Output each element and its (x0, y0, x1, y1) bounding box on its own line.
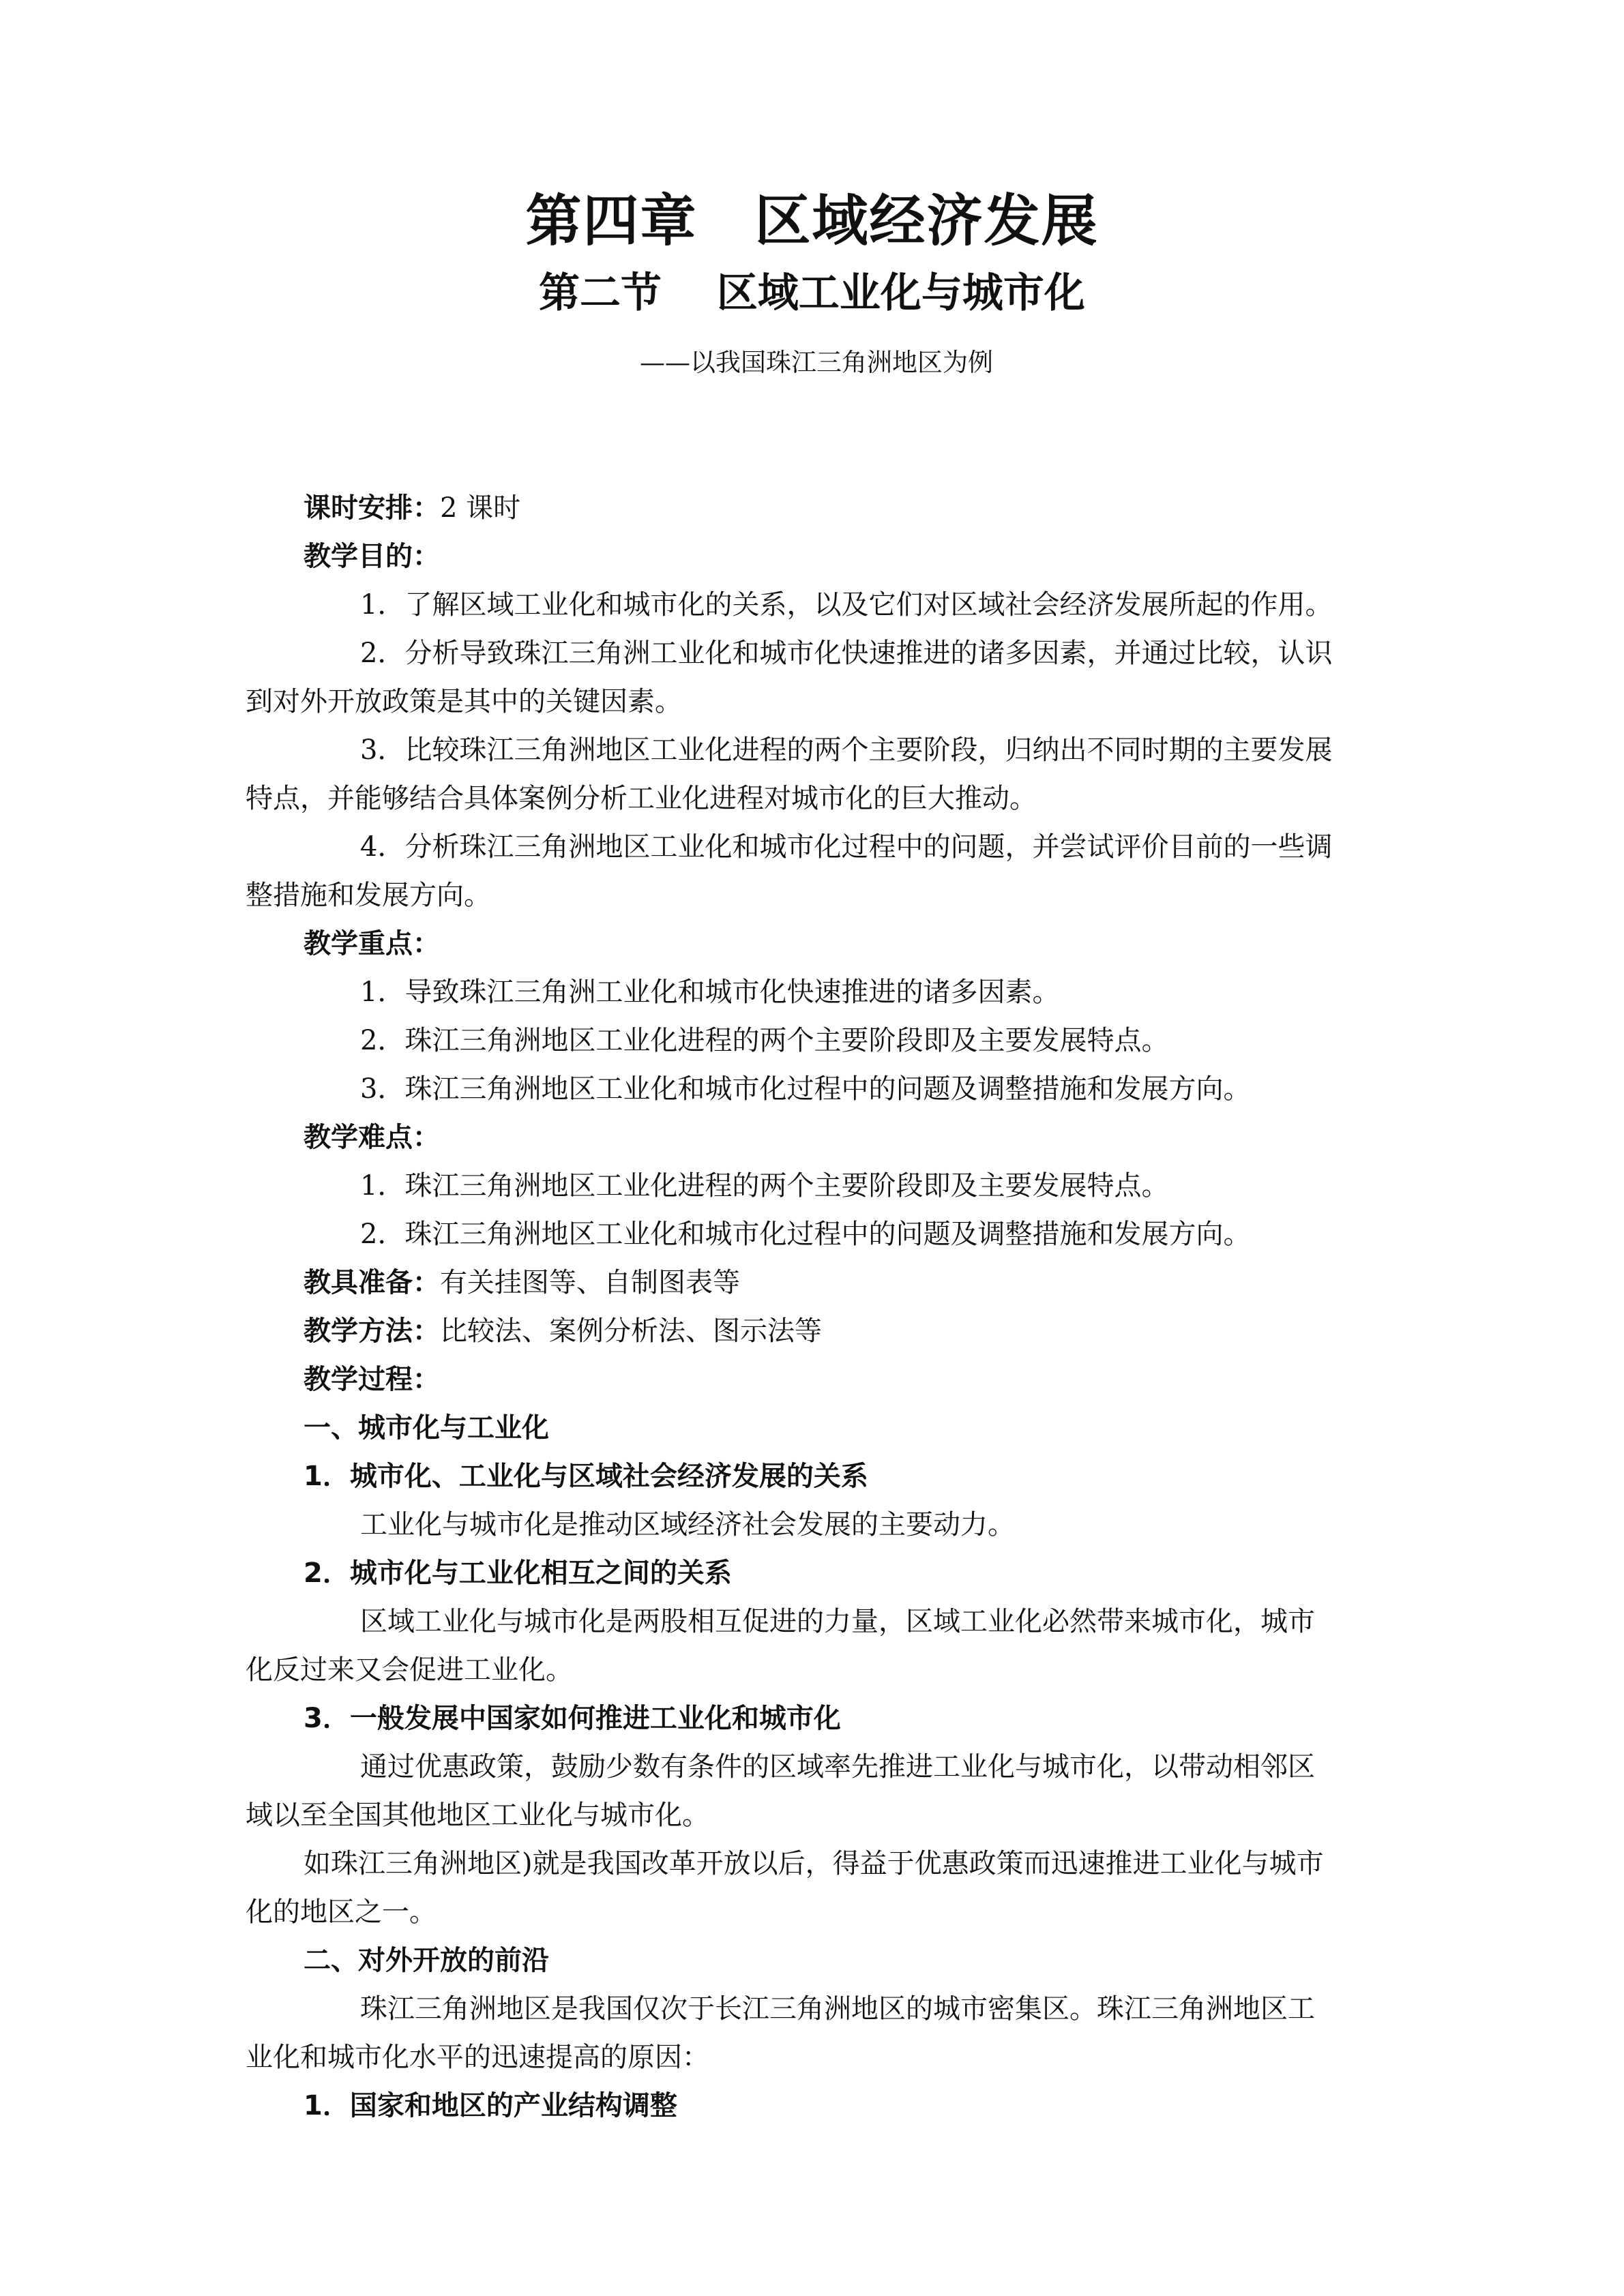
part1-paragraph-1: 工业化与城市化是推动区域经济社会发展的主要动力。 (360, 1509, 1015, 1540)
tools-line (246, 1259, 1378, 1307)
aim-item-1: 1．了解区域工业化和城市化的关系，以及它们对区域社会经济发展所起的作用。 (360, 589, 1333, 621)
part1-paragraph-2: 区域工业化与城市化是两股相互促进的力量，区域工业化必然带来城市化，城市 (360, 1606, 1315, 1637)
process-label: 教学过程： (304, 1364, 440, 1395)
schedule-line (246, 484, 1378, 533)
part1-paragraph-3-cont: 域以至全国其他地区工业化与城市化。 (246, 1800, 709, 1831)
document-body (246, 484, 1378, 2130)
methods-line (246, 1307, 1378, 1356)
key-point-1: 1．导致珠江三角洲工业化和城市化快速推进的诸多因素。 (360, 976, 1060, 1008)
key-point-2: 2．珠江三角洲地区工业化进程的两个主要阶段即及主要发展特点。 (360, 1025, 1169, 1056)
subtitle: ——以我国珠江三角洲地区为例 (640, 348, 993, 377)
tools-label: 教具准备： (304, 1267, 440, 1298)
part2-subheading-1: 1．国家和地区的产业结构调整 (304, 2090, 677, 2121)
part1-paragraph-3: 通过优惠政策，鼓励少数有条件的区域率先推进工业化与城市化，以带动相邻区 (360, 1751, 1315, 1783)
methods-value: 比较法、案例分析法、图示法等 (440, 1315, 822, 1347)
schedule-label: 课时安排： (304, 492, 440, 524)
aim-item-3: 3．比较珠江三角洲地区工业化进程的两个主要阶段，归纳出不同时期的主要发展 (360, 734, 1333, 766)
difficult-points-label: 教学难点： (304, 1122, 440, 1153)
aim-item-4-cont: 整措施和发展方向。 (246, 880, 491, 911)
methods-label: 教学方法： (304, 1315, 440, 1347)
part1-subheading-3: 3．一般发展中国家如何推进工业化和城市化 (304, 1703, 841, 1734)
chapter-title: 第四章 区域经济发展 (525, 189, 1099, 254)
part2-heading: 二、对外开放的前沿 (304, 1945, 549, 1976)
part1-paragraph-4: 如珠江三角洲地区)就是我国改革开放以后，得益于优惠政策而迅速推进工业化与城市 (304, 1848, 1324, 1879)
part1-heading: 一、城市化与工业化 (304, 1412, 549, 1444)
part1-paragraph-4-cont: 化的地区之一。 (246, 1896, 437, 1928)
aim-item-3-cont: 特点，并能够结合具体案例分析工业化进程对城市化的巨大推动。 (246, 783, 1037, 814)
aim-item-4: 4．分析珠江三角洲地区工业化和城市化过程中的问题，并尝试评价目前的一些调 (360, 831, 1333, 863)
part2-paragraph-1-cont: 业化和城市化水平的迅速提高的原因： (246, 2042, 709, 2073)
aims-label: 教学目的： (304, 541, 440, 572)
key-points-label: 教学重点： (304, 928, 440, 959)
aim-item-2-cont: 到对外开放政策是其中的关键因素。 (246, 686, 682, 717)
aim-item-2: 2．分析导致珠江三角洲工业化和城市化快速推进的诸多因素，并通过比较，认识 (360, 638, 1333, 669)
part2-paragraph-1: 珠江三角洲地区是我国仅次于长江三角洲地区的城市密集区。珠江三角洲地区工 (360, 1993, 1315, 2025)
part1-subheading-1: 1．城市化、工业化与区域社会经济发展的关系 (304, 1461, 868, 1492)
difficult-point-1: 1．珠江三角洲地区工业化进程的两个主要阶段即及主要发展特点。 (360, 1170, 1169, 1202)
schedule-value: 2 课时 (440, 492, 521, 524)
part1-subheading-2: 2．城市化与工业化相互之间的关系 (304, 1557, 732, 1589)
difficult-point-2: 2．珠江三角洲地区工业化和城市化过程中的问题及调整措施和发展方向。 (360, 1219, 1251, 1250)
key-point-3: 3．珠江三角洲地区工业化和城市化过程中的问题及调整措施和发展方向。 (360, 1073, 1251, 1105)
part1-paragraph-2-cont: 化反过来又会促进工业化。 (246, 1654, 573, 1686)
tools-value: 有关挂图等、自制图表等 (440, 1267, 740, 1298)
section-title: 第二节 区域工业化与城市化 (539, 269, 1085, 317)
